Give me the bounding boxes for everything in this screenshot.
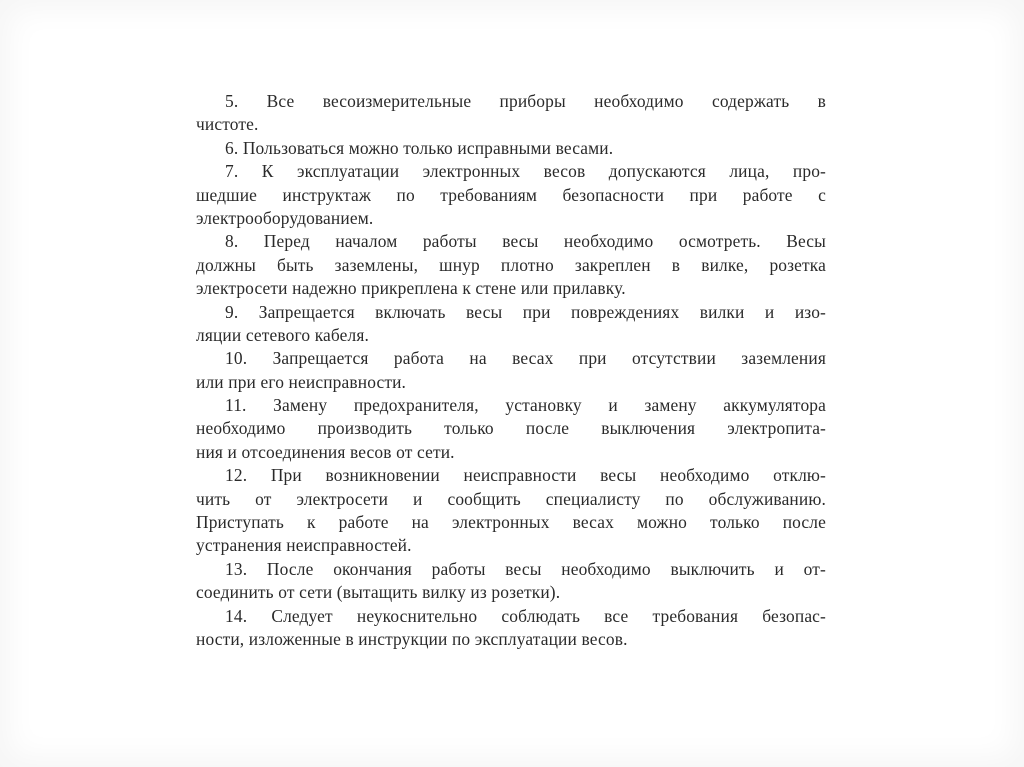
text-line: ности, изложенные в инструкции по эксплуатации весов. [196,628,628,649]
text-line: 6. Пользоваться можно только исправными весами. [225,137,614,158]
text-line: 9. Запрещается включать весы при повреждениях вилки и изо- [225,301,826,322]
text-line: шедшие инструктаж по требованиям безопасности при работе с [196,184,826,205]
text-line: ния и отсоединения весов от сети. [196,441,455,462]
text-line: электрооборудованием. [196,207,374,228]
document-page [196,90,826,651]
text-line: 12. При возникновении неисправности весы необходимо отклю- [225,465,826,486]
text-line: соединить от сети (вытащить вилку из розетки). [196,582,561,603]
text-line: 11. Замену предохранителя, установку и замену аккумулятора [225,395,826,416]
text-line: 13. После окончания работы весы необходимо выключить и от- [225,558,826,579]
text-line: ляции сетевого кабеля. [196,324,370,345]
text-line: чить от электросети и сообщить специалисту по обслуживанию. [196,488,826,509]
text-line: 5. Все весоизмерительные приборы необходимо содержать в [225,91,826,111]
text-line: 7. К эксплуатации электронных весов допускаются лица, про- [225,161,826,182]
text-line: 14. Следует неукоснительно соблюдать все требования безопас- [225,605,826,626]
text-line: чистоте. [196,114,259,135]
text-line: 10. Запрещается работа на весах при отсутствии заземления [225,348,826,369]
text-line: устранения неисправностей. [196,535,412,556]
text-line: необходимо производить только после выключения электропита- [196,418,826,439]
text-line: электросети надежно прикреплена к стене или прилавку. [196,278,626,299]
text-line: должны быть заземлены, шнур плотно закреплен в вилке, розетка [196,254,826,275]
text-line: или при его неисправности. [196,371,407,392]
text-line: Приступать к работе на электронных весах можно только после [196,512,826,533]
text-line: 8. Перед началом работы весы необходимо осмотреть. Весы [225,231,826,252]
